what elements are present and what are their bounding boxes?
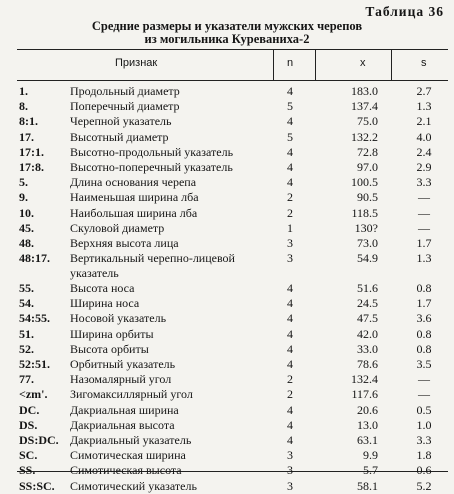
std-deviation: — [418,387,430,402]
std-deviation: — [418,220,430,235]
sample-size: 2 [287,205,293,220]
table-row [17,130,448,145]
feature-name: Скуловой диаметр [70,220,165,235]
std-deviation: 3.3 [416,175,432,190]
table-row [17,145,448,160]
mean-value: 47.5 [357,311,378,326]
sample-size: 4 [287,402,293,417]
mean-value: 13.0 [357,417,378,432]
mean-value: 130? [354,220,378,235]
feature-name: Длина основания черепа [70,175,197,190]
std-deviation: — [418,205,430,220]
feature-code: 1. [19,84,28,98]
sample-size: 3 [287,235,293,250]
mean-value: 42.0 [357,326,378,341]
feature-name: Черепной указатель [70,114,172,129]
std-deviation: 1.3 [416,251,432,266]
table-row [17,433,448,448]
table-row [17,175,448,190]
feature-code: 17:1. [19,144,44,159]
table-row [17,99,448,114]
mean-value: 33.0 [357,341,378,356]
feature-code: SC. [19,448,38,463]
mean-value: 75.0 [357,114,378,129]
feature-code: 5. [19,175,28,190]
table-row [17,463,448,478]
feature-code: 51. [19,326,34,341]
mean-value: 5.7 [363,463,378,478]
feature-name: Симотическая ширина [70,448,186,463]
title-line-2: из могильника Куреваниха-2 [144,32,310,46]
feature-code: 54. [19,296,34,311]
feature-name: Ширина носа [70,296,140,311]
sample-size: 3 [287,478,293,493]
feature-name: Поперечный диаметр [70,99,180,114]
feature-name: Высотно-поперечный указатель [70,159,233,174]
feature-name: Высота орбиты [70,341,149,356]
std-deviation: — [418,372,430,387]
sample-size: 4 [287,311,293,326]
sample-size: 3 [287,463,293,478]
feature-name: Дакриальный указатель [70,432,192,447]
sample-size: 3 [287,251,293,266]
feature-name: Назомалярный угол [70,372,172,387]
mean-value: 20.6 [357,402,378,417]
feature-code: DC. [19,402,40,417]
table-row [17,221,448,236]
mean-value: 54.9 [357,251,378,266]
std-deviation: 1.7 [416,296,432,311]
feature-code: DS. [19,417,38,432]
feature-code: 17. [19,129,34,144]
header-s: s [421,57,427,69]
mean-value: 9.9 [363,448,378,463]
feature-code: 8. [19,99,28,114]
sample-size: 2 [287,387,293,402]
measurements-table [17,49,448,493]
feature-name: Высотно-продольный указатель [70,144,234,159]
std-deviation: 2.9 [416,159,432,174]
std-deviation: 0.5 [416,402,432,417]
header-n: n [287,57,294,69]
table-row [17,160,448,175]
table-row [17,311,448,326]
table-row [17,281,448,296]
table-row [17,479,448,494]
sample-size: 4 [287,84,293,98]
feature-code: 17:8. [19,159,44,174]
sample-size: 2 [287,190,293,205]
table-row [17,84,448,99]
std-deviation: 2.7 [416,84,432,98]
feature-name: Носовой указатель [70,311,167,326]
sample-size: 4 [287,159,293,174]
mean-value: 132.2 [351,129,378,144]
sample-size: 4 [287,175,293,190]
feature-name: Дакриальная высота [70,417,175,432]
mean-value: 78.6 [357,357,378,371]
mean-value: 132.4 [351,372,378,387]
table-row [17,114,448,129]
table-row [17,387,448,402]
feature-name: Орбитный указатель [70,357,176,371]
feature-code: 55. [19,281,34,296]
std-deviation: 1.8 [416,448,432,463]
header-divider [315,50,316,80]
feature-code: 48:17. [19,251,50,266]
header-feature: Признак [115,57,158,69]
header-divider [273,50,274,80]
table-row [17,357,448,372]
table-number: Таблица 36 [365,4,444,19]
table-row [17,251,448,281]
table-row [17,236,448,251]
mean-value: 63.1 [357,432,378,447]
feature-name: Наименьшая ширина лба [70,190,199,205]
mean-value: 118.5 [351,205,378,220]
sample-size: 3 [287,448,293,463]
feature-code: 8:1. [19,114,38,129]
table-header [17,50,448,81]
mean-value: 73.0 [357,235,378,250]
feature-code: SS. [19,463,36,478]
feature-code: 9. [19,190,28,205]
sample-size: 5 [287,99,293,114]
std-deviation: 2.1 [416,114,432,129]
std-deviation: 1.0 [416,417,432,432]
std-deviation: 3.5 [416,357,432,371]
feature-name: Симотический указатель [70,478,197,493]
table-body [17,84,448,494]
sample-size: 4 [287,144,293,159]
feature-name: Наибольшая ширина лба [70,205,198,220]
std-deviation: 4.0 [416,129,432,144]
sample-size: 1 [287,220,293,235]
feature-code: 52. [19,341,34,356]
table-title [0,20,454,46]
feature-name: Ширина орбиты [70,326,154,341]
std-deviation: 2.4 [416,144,432,159]
feature-name: Симотическая высота [70,463,182,478]
table-row [17,342,448,357]
std-deviation: 1.3 [416,99,432,114]
sample-size: 5 [287,129,293,144]
table-row [17,372,448,387]
mean-value: 183.0 [351,84,378,98]
sample-size: 4 [287,326,293,341]
feature-name: Дакриальная ширина [70,402,179,417]
feature-code: 10. [19,205,34,220]
std-deviation: 3.3 [416,432,432,447]
std-deviation: 0.6 [416,463,432,478]
table-row [17,403,448,418]
sample-size: 4 [287,114,293,129]
mean-value: 137.4 [351,99,378,114]
sample-size: 2 [287,372,293,387]
mean-value: 90.5 [357,190,378,205]
feature-name: Верхняя высота лица [70,235,179,250]
table-row [17,296,448,311]
feature-code: DS:DC. [19,432,59,447]
table-row [17,206,448,221]
std-deviation: 3.6 [416,311,432,326]
header-x: x [360,57,366,69]
feature-name: Зигомаксиллярный угол [70,387,193,402]
mean-value: 97.0 [357,159,378,174]
sample-size: 4 [287,341,293,356]
sample-size: 4 [287,417,293,432]
table-row [17,327,448,342]
std-deviation: 0.8 [416,281,432,296]
mean-value: 24.5 [357,296,378,311]
mean-value: 117.6 [351,387,378,402]
feature-code: <zm'. [19,387,48,402]
feature-name: Продольный диаметр [70,84,180,98]
feature-code: 48. [19,235,34,250]
table-row [17,190,448,205]
mean-value: 51.6 [357,281,378,296]
mean-value: 72.8 [357,144,378,159]
sample-size: 4 [287,296,293,311]
table-row [17,448,448,463]
feature-code: 77. [19,372,34,387]
feature-name: Высотный диаметр [70,129,169,144]
feature-name: Вертикальный черепно-лицевой указатель [70,251,235,281]
mean-value: 58.1 [357,478,378,493]
std-deviation: 1.7 [416,235,432,250]
feature-code: 52:51. [19,357,50,371]
sample-size: 4 [287,281,293,296]
table-row [17,418,448,433]
feature-code: 45. [19,220,34,235]
title-line-1: Средние размеры и указатели мужских черепов [91,19,363,33]
std-deviation: — [418,190,430,205]
sample-size: 4 [287,432,293,447]
std-deviation: 0.8 [416,341,432,356]
std-deviation: 5.2 [416,478,432,493]
feature-code: SS:SC. [19,478,55,493]
header-divider [391,50,392,80]
feature-code: 54:55. [19,311,50,326]
std-deviation: 0.8 [416,326,432,341]
sample-size: 4 [287,357,293,371]
mean-value: 100.5 [351,175,378,190]
feature-name: Высота носа [70,281,135,296]
